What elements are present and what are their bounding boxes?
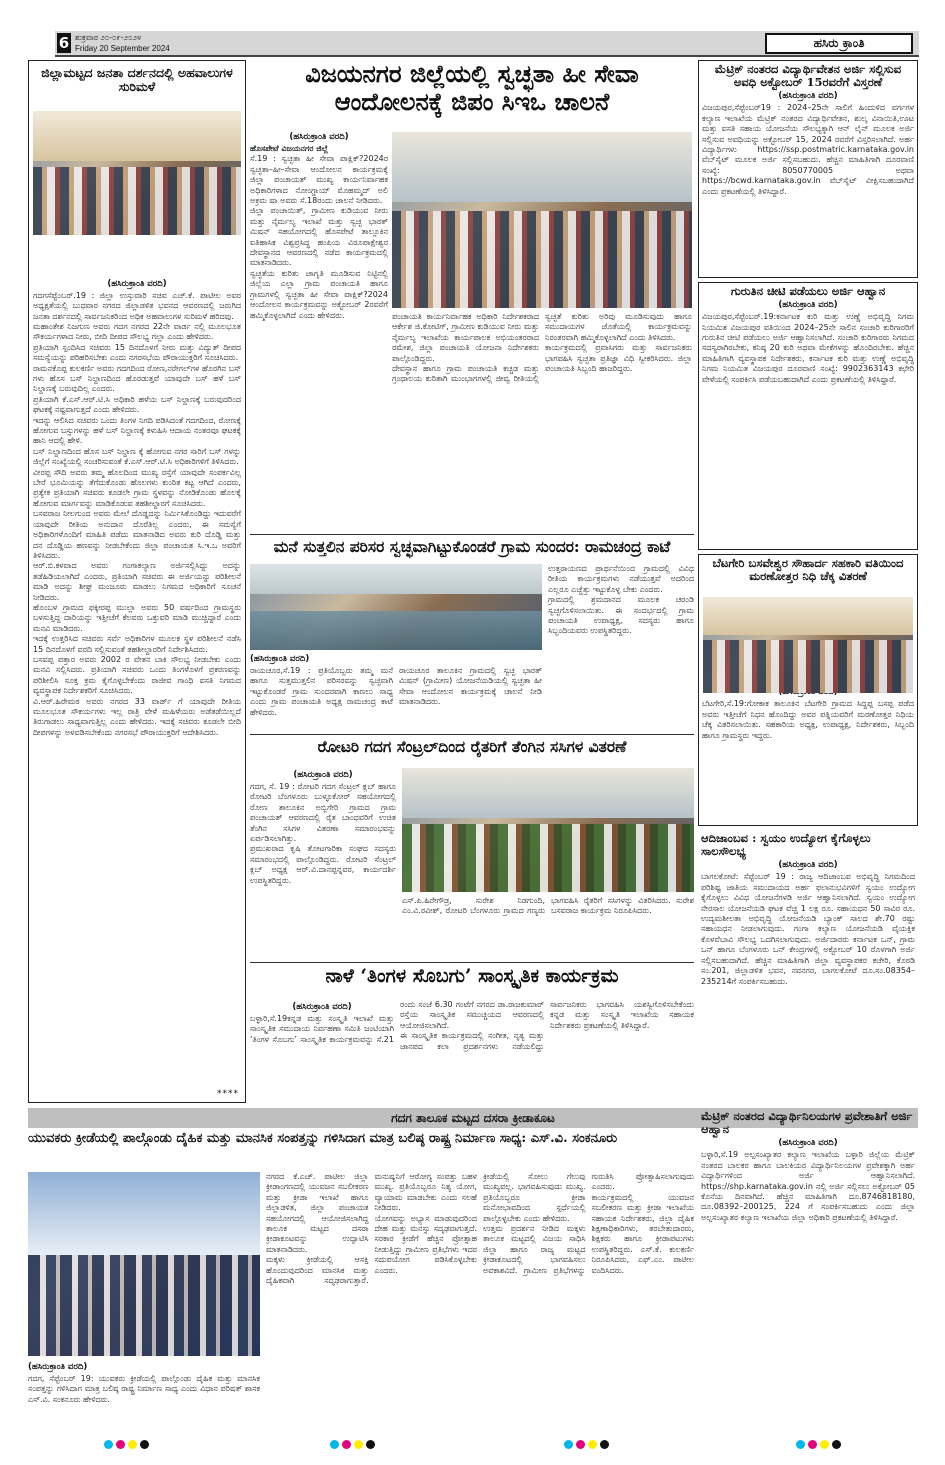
yellow-dot-icon <box>354 1440 363 1449</box>
sports-story-photo <box>28 1172 260 1356</box>
paragraph: ಗದಗಸೆಪ್ಟೆಂಬರ್.19 : ಜಿಲ್ಲಾ ಉಸ್ತುವಾರಿ ಸಚಿವ ಎಚ್.ಕೆ. ಪಾಟೀಲ ಅವರ ಅಧ್ಯಕ್ಷತೆಯಲ್ಲಿ ಬುಧವಾರ ನಗರದ ಜಿಲ್ಲಾಡಳಿತ ಭವನದ ಆವರಣದಲ್ಲಿ ಜರುಗಿದ ಜನತಾ ದರ್ಶನದಲ್ಲಿ ಸಾರ್ವಜನಿಕರಿಂದ ಅಧಿಕ ಅಹವಾಲುಗಳ ಸುರಿಮಳೆ ಹರಿದವು. <box>33 290 241 321</box>
page-number: 6 <box>58 34 70 52</box>
village-story-photo <box>250 564 542 650</box>
right-column <box>698 60 918 1103</box>
paragraph: ಪ್ರತಿಯಾಗಿ ಸ್ಪಂದಿಸಿದ ಸಚಿವರು 15 ದಿನದೊಳಗೆ ನೀರು ಮತ್ತು ವಿದ್ಯುತ್ ದೀಪದ ಸಮಸ್ಯೆಯನ್ನು ಪರಿಹರಿಸಬೇಕು ಎಂದು ನಗರಸಭೆಯ ಪೌರಾಯುಕ್ತರಿಗೆ ಸೂಚಿಸಿದರು. <box>33 342 241 363</box>
notice-scholarship-dateline: (ಹಸಿರುಕ್ರಾಂತಿ ವರದಿ) <box>778 91 838 102</box>
left-story-dateline: (ಹಸಿರುಕ್ರಾಂತಿ ವರದಿ) <box>107 278 167 289</box>
village-story-dateline: (ಹಸಿರುಕ್ರಾಂತಿ ವರದಿ) <box>250 654 310 664</box>
notice-hostel-body: ಬಳ್ಳಾರಿ,ಸೆ.19 ಅಲ್ಪಸಂಖ್ಯಾತರ ಕಲ್ಯಾಣ ಇಲಾಖೆಯ ಬಳ್ಳಾರಿ ಜಿಲ್ಲೆಯ ಮೆಟ್ರಿಕ್ ನಂತರದ ಬಾಲಕರ ಹಾಗೂ ಬಾಲಕಿಯರ ವಿದ್ಯಾರ್ಥಿನಿಲಯಗಳ ಪ್ರವೇಶಕ್ಕಾಗಿ ಅರ್ಹ ವಿದ್ಯಾರ್ಥಿಗಳಿಂದ ಅರ್ಜಿ ಆಹ್ವಾನಿಸಲಾಗಿದೆ. https://shp.karnataka.gov.in ನಲ್ಲಿ ಅರ್ಜಿ ಸಲ್ಲಿಸಲು ಅಕ್ಟೋಬರ್ 05 ಕೊನೆಯ ದಿನವಾಗಿದೆ. ಹೆಚ್ಚಿನ ಮಾಹಿತಿಗಾಗಿ ದೂ.8746818180, ದೂ.08392–200125, 224 ಗೆ ಸಂಪರ್ಕಿಸಬಹುದು ಎಂದು ಜಿಲ್ಲಾ ಅಲ್ಪಸಂಖ್ಯಾತರ ಕಲ್ಯಾಣ ಇಲಾಖೆಯ ಜಿಲ್ಲಾ ಅಧಿಕಾರಿ ಪ್ರಕಟಣೆಯಲ್ಲಿ ತಿಳಿಸಿದ್ದಾರೆ. <box>701 1150 915 1222</box>
black-dot-icon <box>600 1440 609 1449</box>
notice-hostel <box>698 1108 918 1438</box>
paragraph: ಯೋಗವನ್ನು ಅಭ್ಯಾಸ ಮಾಡುವುದರಿಂದ ದೇಹ ಮತ್ತು ಮನಸ್ಸು ಸದೃಢವಾಗುತ್ತದೆ. ಸರಕಾರ ಕ್ರೀಡೆಗೆ ಹೆಚ್ಚಿನ ಪ್ರೋತ್ಸಾಹ ನೀಡುತ್ತಿದ್ದು ಗ್ರಾಮೀಣ ಪ್ರತಿಭೆಗಳು ಇದರ ಸದುಪಯೋಗ ಪಡಿಸಿಕೊಳ್ಳಬೇಕು ಎಂದರು. <box>374 1213 477 1275</box>
notice-cooperative-photo <box>703 597 913 693</box>
divider <box>250 734 694 735</box>
culture-story <box>250 966 694 1102</box>
paragraph: ಉತ್ತರಾಯಣದ ಪ್ರಾರ್ಥನೆಯಿಂದ ಗ್ರಾಮದಲ್ಲಿ ವಿವಿಧ ರೀತಿಯ ಕಾರ್ಯಕ್ರಮಗಳು ನಡೆಯುತ್ತವೆ ಅದರಿಂದ ಎಲ್ಲರೂ ಎಚ್ಚೆತ್ತು ಇಟ್ಟುಕೊಳ್ಳ ಬೇಕು ಎಂದರು. <box>548 564 694 594</box>
yellow-dot-icon <box>128 1440 137 1449</box>
left-story-headline: ಜಿಲ್ಲಾಮಟ್ಟದ ಜನತಾ ದರ್ಶನದಲ್ಲಿ ಅಹವಾಲುಗಳ ಸುರಿಮಳೆ <box>41 65 233 95</box>
magenta-dot-icon <box>576 1440 585 1449</box>
magenta-dot-icon <box>342 1440 351 1449</box>
paragraph: ಕಾರ್ಯಕ್ರಮದಲ್ಲಿ ಪ್ರವಾಸಿಗರು ಮತ್ತು ಸಾರ್ವಜನಿಕರು ಭಾಗವಹಿಸಿ ಸ್ವಚ್ಛತಾ ಪ್ರತಿಜ್ಞಾ ವಿಧಿ ಸ್ವೀಕರಿಸಿದರು. ಜಿಲ್ಲಾ ಪಂಚಾಯತಿ ಸಿಬ್ಬಂದಿ ಹಾಜರಿದ್ದರು. <box>545 343 692 374</box>
notice-scholarship-headline: ಮೆಟ್ರಿಕ್ ನಂತರದ ವಿದ್ಯಾರ್ಥಿವೇತನ ಅರ್ಜಿ ಸಲ್ಲಿಸುವ ಅವಧಿ ಅಕ್ಟೋಬರ್ 15ರವರೆಗೆ ವಿಸ್ತರಣೆ <box>714 62 902 90</box>
village-story-headline: ಮನೆ ಸುತ್ತಲಿನ ಪರಿಸರ ಸ್ವಚ್ಛವಾಗಿಟ್ಟುಕೊಂಡರೆ ಗ್ರಾಮ ಸುಂದರ: ರಾಮಚಂದ್ರ ಕಾಟೆ <box>273 538 671 556</box>
notice-hostel-headline: ಮೆಟ್ರಿಕ್ ನಂತರದ ವಿದ್ಯಾರ್ಥಿನಿಲಯಗಳ ಪ್ರವೇಶಾತಿಗೆ ಅರ್ಜಿ ಆಹ್ವಾನ <box>701 1109 913 1137</box>
magenta-dot-icon <box>116 1440 125 1449</box>
rotary-story-body-b <box>402 896 694 917</box>
masthead: ಹಸಿರು ಕ್ರಾಂತಿ <box>765 33 913 54</box>
paragraph: ಕಾರ್ಯಕ್ರಮದಲ್ಲಿ ಯುವಜನ ಸಬಲೀಕರಣ ಮತ್ತು ಕ್ರೀಡಾ ಇಲಾಖೆಯ ಸಹಾಯಕ ನಿರ್ದೇಶಕರು, ಜಿಲ್ಲಾ ದೈಹಿಕ ಶಿಕ್ಷಣಾಧಿಕಾರಿಗಳು, ತರಬೇತುದಾರರು, ಶಿಕ್ಷಕರು ಹಾಗೂ ಕ್ರೀಡಾಪಟುಗಳು ಉಪಸ್ಥಿತರಿದ್ದರು. ಎಸ್.ಕೆ. ಕುಲಕರ್ಣಿ ನಿರೂಪಿಸಿದರು, ಎಫ್.ಎಂ. ಪಾಟೀಲ ವಂದಿಸಿದರು. <box>591 1192 694 1275</box>
notice-cooperative <box>698 554 918 826</box>
notice-id-card-headline: ಗುರುತಿನ ಚೀಟಿ ಪಡೆಯಲು ಅರ್ಜಿ ಆಹ್ವಾನ <box>730 284 886 298</box>
cyan-dot-icon <box>564 1440 573 1449</box>
black-dot-icon <box>140 1440 149 1449</box>
paragraph: ವೀರಪ್ಪ ಸೌದಿ ಅವರು ತಮ್ಮ ಹೊಲದಿಂದ ಮುಖ್ಯ ರಸ್ತೆಗೆ ಯಾವುದೇ ಸಂಪರ್ಕವಿಲ್ಲ ಬೇರೆ ಭೂಮಿಯನ್ನು ತೆಗೆದುಕೊಂಡು ಹೊಲಗಳು ಕುಂಠಿತ ಕಟ್ಟ ಆಗಿದೆ ಎಂದರು, ಪ್ರತ್ಯೇಕ ಪ್ರತಿಯಾಗಿ ಸಚಿವರು ಕೂಡಲೇ ಗ್ರಾಮ ಸ್ಥಳವನ್ನು ನೋಡಿಕೊಂಡು ಹೊಲಕ್ಕೆ ಹೋಗುವ ಮಾರ್ಗವನ್ನು ಮಾಡಿಕೊಡುವ ತಹಶೀಲ್ದಾರಗೆ ಸೂಚಿಸಿದರು. <box>33 467 241 508</box>
notice-id-card-dateline: (ಹಸಿರುಕ್ರಾಂತಿ ವರದಿ) <box>778 300 838 311</box>
paragraph: ಬಸವಪ್ಪ ಪತ್ತಾರ ಅವರು 2002 ರ ವೇತನ ಬಾಕಿ ಸೌಲಭ್ಯ ನೀಡಬೇಕು ಎಂದು ಮನವಿ ಸಲ್ಲಿಸಿದರು. ಪ್ರತಿಯಾಗಿ ಸಚಿವರು ಒಂದು ತಿಂಗಳೊಳಗೆ ಪ್ರಕರಣವನ್ನು ಪರಿಶೀಲಿಸಿ ಸೂಕ್ತ ಕ್ರಮ ಕೈಗೊಳ್ಳಬೇಕೆಂದು ರಾಜೀವ ಗಾಂಧಿ ವಸತಿ ನಿಗಮದ ವ್ಯವಸ್ಥಾಪಕ ನಿರ್ದೇಶಕರಿಗೆ ಸೂಚಿಸಿದರು. <box>33 654 241 696</box>
left-story-photo <box>33 111 241 235</box>
notice-id-card-body: ವಿಜಯಪುರ,ಸೆಪ್ಟೆಂಬರ್.19:ಕರ್ನಾಟಕ ಕುರಿ ಮತ್ತು ಉಣ್ಣೆ ಅಭಿವೃದ್ಧಿ ನಿಗಮ ನಿಯಮಿತ ವಿಜಯಪುರ ವತಿಯಿಂದ 2024–25ನೇ ಸಾಲಿನ ಸಂಚಾರಿ ಕುರಿಗಾರರಿಗೆ ಗುರುತಿನ ಚೀಟಿ ಪಡೆಯಲು ಅರ್ಜಿ ಆಹ್ವಾನಿಸಲಾಗಿದೆ. ಸಂಚಾರಿ ಕುರಿಗಾರರು ನಿಗಮದ ಸದಸ್ಯರಾಗಿರಬೇಕು, ಕನಿಷ್ಠ 20 ಕುರಿ ಅಥವಾ ಮೇಕೆಗಳನ್ನು ಹೊಂದಿರಬೇಕು. ಹೆಚ್ಚಿನ ಮಾಹಿತಿಗಾಗಿ ವ್ಯವಸ್ಥಾಪಕ ನಿರ್ದೇಶಕರು, ಕರ್ನಾಟಕ ಕುರಿ ಮತ್ತು ಉಣ್ಣೆ ಅಭಿವೃದ್ಧಿ ನಿಗಮ ನಿಯಮಿತ ವಿಜಯಪುರ ದೂರವಾಣಿ ಸಂಖ್ಯೆ: 9902363143 ಕಛೇರಿ ವೇಳೆಯಲ್ಲಿ ಸಂಪರ್ಕಿಸಿ ಪಡೆಯಬಹುದಾಗಿದೆ ಎಂದು ಪ್ರಕಟಣೆಯಲ್ಲಿ ತಿಳಿಸಿದ್ದಾರೆ. <box>702 312 914 384</box>
registration-marks-center-left <box>330 1440 375 1450</box>
culture-story-headline: ನಾಳೆ ‘ತಿಂಗಳ ಸೊಬಗು’ ಸಾಂಸ್ಕೃತಿಕ ಕಾರ್ಯಕ್ರಮ <box>325 966 619 987</box>
notice-cooperative-body: ಬೆಟಗೇರಿ,ಸೆ.19:ಗೋಕಾಕ ತಾಲೂಕಿನ ಬೆಟಗೇರಿ ಗ್ರಾಮದ ಸಿದ್ದಪ್ಪ ಬಸಪ್ಪ ಪಡೆದ ಅವರು ಇತ್ತೀಚೆಗೆ ನಿಧನ ಹೊಂದಿದ್ದು ಅವರ ಪತ್ನಿಯವರಿಗೆ ಮರಣೋತ್ತರ ನಿಧಿಯ ಚೆಕ್ಕ ವಿತರಿಸಲಾಯಿತು. ಸಹಕಾರಿಯ ಅಧ್ಯಕ್ಷ, ಉಪಾಧ್ಯಕ್ಷ, ನಿರ್ದೇಶಕರು, ಸಿಬ್ಬಂದಿ ಹಾಗೂ ಗ್ರಾಮಸ್ಥರು ಇದ್ದರು. <box>702 699 914 740</box>
notice-id-card <box>698 282 918 550</box>
sports-photo-caption: (ಹಸಿರುಕ್ರಾಂತಿ ವರದಿ) <box>28 1362 88 1372</box>
page-header <box>55 31 919 57</box>
paragraph: ಎಸ್.ಪಿ.ಹಿರೇಗೌಡ್ರ, ಸುರೇಶ ನಿಡಗುಂದಿ, ಎಂ.ವಿ.ರವೀಶ್, ರೋಟರಿ ಬೆಂಗಳೂರು ಗ್ರಾಮದ ಗಣ್ಯರು ಭಾಗವಹಿಸಿ ರೈತರಿಗೆ ಸಸಿಗಳನ್ನು ವಿತರಿಸಿದರು. ಸುರೇಶ ಬಸವರಾಜ ಕಾರ್ಯಕ್ರಮ ನಿರೂಪಿಸಿದರು. <box>402 896 694 916</box>
paragraph: ಹೊಂಬಳ ಗ್ರಾಮದ ಫಕ್ಕೀರಪ್ಪ ಮುಲ್ಲಾ ಅವರು 50 ವರ್ಷದಿಂದ ಗ್ರಾಮಸ್ಥರು ಬಳಸುತ್ತಿದ್ದ ದಾರಿಯನ್ನು ಇತ್ತೀಚೆಗೆ ಕೆಲವರು ಒತ್ತುವರಿ ಮಾಡಿ ಮುಚ್ಚಿದ್ದಾರೆ ಎಂದು ಮನವಿ ಮಾಡಿದರು. <box>33 602 241 633</box>
paragraph: ಮಹಾಂತೇಶ ನಿಜಗುಣ ಅವರು ಗದಗ ನಗರದ 22ನೇ ವಾರ್ಡ ನಲ್ಲಿ ಮೂಲಭೂತ ಸೌಕರ್ಯಗಳಾದ ನೀರು, ಬೀದಿ ದೀಪದ ಸೌಲಭ್ಯ ಗಲ್ಲಾ ಎಂದು ಹೇಳಿದರು. <box>33 321 241 342</box>
paragraph: ಸೆ.19 : ಸ್ವಚ್ಛತಾ ಹೀ ಸೇವಾ ಪಾಕ್ಷಿಕ್?2024ರ ಸ್ವಚ್ಛತಾ–ಹೀ–ಸೇವಾ ಆಂದೋಲನ ಕಾರ್ಯಕ್ರಮಕ್ಕೆ ಜಿಲ್ಲಾ ಪಂಚಾಯತ್ ಮುಖ್ಯ ಕಾರ್ಯನಿರ್ವಾಹಕ ಅಧಿಕಾರಿಗಳಾದ ನೋಂಗ್ಜಾಯ್ ಮೊಹಮ್ಮದ್ ಅಲಿ ಅಕ್ರಮ ಷಾ ಅವರು ಸೆ.18ರಂದು ಚಾಲನೆ ನೀಡಿದರು. <box>250 154 388 206</box>
notice-loan-headline: ಆದಿಜಾಂಬವ : ಸ್ವಯಂ ಉದ್ಯೋಗ ಕೈಗೊಳ್ಳಲು ಸಾಲಸೌಲಭ್ಯ <box>701 831 871 859</box>
paragraph: ರಾಯಚೂರ,ಸೆ.19 : ಪ್ರತಿಯೊಬ್ಬರು ತಮ್ಮ ಮನೆ ಹಾಗೂ ಸುತ್ತಮುತ್ತಲಿನ ಪರಿಸರವನ್ನು ಸ್ವಚ್ಛವಾಗಿ ಇಟ್ಟುಕೊಂಡರೆ ಗ್ರಾಮ ಸುಂದರವಾಗಿ ಕಾಣಲು ಸಾಧ್ಯ ಎಂದು ಗ್ರಾಮ ಪಂಚಾಯತಿ ಅಧ್ಯಕ್ಷ ರಾಮಚಂದ್ರ ಕಾಟೆ ಹೇಳಿದರು. <box>250 666 393 717</box>
sports-story-body-b <box>266 1172 694 1286</box>
page-date <box>75 32 170 54</box>
cyan-dot-icon <box>104 1440 113 1449</box>
paragraph: ಬಸವರಾಜ ನೀಲಗುಂದ ಅವರು ಮೇಲೆ ದೊಡ್ಡದನ್ನು ನಿರ್ಮಿಸಿಕೊಂಡಿದ್ದು ಇದುವರೆಗೆ ಯಾವುದೇ ರೀತಿಯ ಅನುದಾನ ದೊರೆತಿಲ್ಲ ಎಂದರು, ಈ ಸಮಸ್ಯೆಗೆ ಅಧಿಕಾರಿಗಳೊಂದಿಗೆ ಮಾಹಿತಿ ಪಡೆದು ಮಾತನಾಡಿದ ಅವರು ಕುರಿ ದೊಡ್ಡಿ ಮತ್ತು ದನ ದೊಡ್ಡಿಯ ಹಣವನ್ನು ನೀಡಬೇಕೆಂದು ಜಿಲ್ಲಾ ಪಂಚಾಯತ ಸಿ.ಇ.ಒ ಅವರಿಗೆ ತಿಳಿಸಿದರು. <box>33 509 241 560</box>
paragraph: ಪ್ರಮುಖರಾದ ಕೃಷಿ ತೋಟಗಾರಿಕಾ ಸಂಘದ ಸದಸ್ಯರು ಸಮಾರಂಭದಲ್ಲಿ ಪಾಲ್ಗೊಂಡಿದ್ದರು. ರೋಟರಿ ಸೆಂಟ್ರಲ್ ಕ್ಲಬ್ ಅಧ್ಯಕ್ಷ ಆರ್.ವಿ.ದಾನಪ್ಪನ್ನವರ, ಕಾರ್ಯದರ್ಶಿ ಉಪಸ್ಥಿತರಿದ್ದರು. <box>250 844 396 885</box>
sports-story-headline: ಯುವಕರು ಕ್ರೀಡೆಯಲ್ಲಿ ಪಾಲ್ಗೊಂಡು ದೈಹಿಕ ಮತ್ತು ಮಾನಸಿಕ ಸಂಪತ್ತನ್ನು ಗಳಿಸಿದಾಗ ಮಾತ್ರ ಬಲಿಷ್ಠ ರಾಷ್ಟ್ರ ನಿರ್ಮಾಣ ಸಾಧ್ಯ: ಎಸ್.ವಿ. ಸಂಕನೂರು <box>28 1132 618 1146</box>
rotary-story-dateline: (ಹಸಿರುಕ್ರಾಂತಿ ವರದಿ) <box>293 770 353 780</box>
paragraph: ಜಿಲ್ಲಾ ಪಂಚಾಯಿತ್, ಗ್ರಾಮೀಣ ಕುಡಿಯುವ ನೀರು ಮತ್ತು ನೈರ್ಮಲ್ಯ ಇಲಾಖೆ ಮತ್ತು ಸ್ವಚ್ಛ ಭಾರತ್ ಮಿಷನ್ ಸಹಯೋಗದಲ್ಲಿ ಹೊಸಪೇಟೆ ತಾಲ್ಲೂಕಿನ ಐತಿಹಾಸಿಕ ವಿಶ್ವಪ್ರಸಿದ್ಧ ಹಂಪಿಯ ವಿರೂಪಾಕ್ಷೇಶ್ವರ ದೇವಸ್ಥಾನದ ಆವರಣದಲ್ಲಿ ನಡೆದ ಕಾರ್ಯಕ್ರಮದಲ್ಲಿ ಮಾತನಾಡಿದರು. <box>250 206 388 268</box>
paragraph: ಗದಗ, ಸೆ. 19 : ರೋಟರಿ ಗದಗ ಸೆಂಟ್ರಲ್ ಕ್ಲಬ್ ಹಾಗೂ ರೋಟರಿ ಬೆಂಗಳೂರು ಬುಳ್ಳೂಕೋರ್ ಸಹಯೋಗದಲ್ಲಿ ರೋಣ ತಾಲೂಕಿನ ಅಬ್ಬಿಗೇರಿ ಗ್ರಾಮದ ಗ್ರಾಮ ಪಂಚಾಯತ್ ಆವರಣದಲ್ಲಿ ರೈತ ಬಾಂಧವರಿಗೆ ಉಚಿತ ತೆಂಗಿನ ಸಸಿಗಳ ವಿತರಣಾ ಸಮಾರಂಭವನ್ನು ಏರ್ಪಡಿಸಲಾಗಿತ್ತು. <box>250 782 396 844</box>
sports-story-body-a: ಗದಗ, ಸೆಪ್ಟೆಂಬರ್ 19: ಯುವಕರು ಕ್ರೀಡೆಯಲ್ಲಿ ಪಾಲ್ಗೊಂಡು ದೈಹಿಕ ಮತ್ತು ಮಾನಸಿಕ ಸಂಪತ್ತನ್ನು ಗಳಿಸಿದಾಗ ಮಾತ್ರ ಬಲಿಷ್ಠ ರಾಷ್ಟ್ರ ನಿರ್ಮಾಣ ಸಾಧ್ಯ ಎಂದು ವಿಧಾನ ಪರಿಷತ್ ಶಾಸಕ ಎಸ್.ವಿ. ಸಂಕನೂರು ಹೇಳಿದರು. <box>28 1374 260 1404</box>
notice-loan-body: ಬಾಗಲಕೋಟೆ: ಸೆಪ್ಟೆಂಬರ್ 19 : ರಾಜ್ಯ ಆದಿಜಾಂಬವ ಅಭಿವೃದ್ಧಿ ನಿಗಮದಿಂದ ಪರಿಶಿಷ್ಟ ಜಾತಿಯ ಸಮುದಾಯದ ಅರ್ಹ ಫಲಾನುಭವಿಗಳಿಗೆ ಸ್ವಯಂ ಉದ್ಯೋಗ ಕೈಗೊಳ್ಳಲು ವಿವಿಧ ಯೋಜನೆಗಳಡಿ ಅರ್ಜಿ ಆಹ್ವಾನಿಸಲಾಗಿದೆ. ಸ್ವಯಂ ಉದ್ಯೋಗ ನೇರಸಾಲ ಯೋಜನೆಯಡಿ ಘಟಕ ವೆಚ್ಚ 1 ಲಕ್ಷ ರೂ. ಸಹಾಯಧನ 50 ಸಾವಿರ ರೂ. ಉದ್ಯಮಶೀಲತಾ ಅಭಿವೃದ್ಧಿ ಯೋಜನೆಯಡಿ ಬ್ಯಾಂಕ್ ಸಾಲದ ಶೇ.70 ರಷ್ಟು ಸಹಾಯಧನ ನೀಡಲಾಗುವುದು. ಗಂಗಾ ಕಲ್ಯಾಣ ಯೋಜನೆಯಡಿ ವೈಯಕ್ತಿಕ ಕೊಳವೆಬಾವಿ ಸೌಲಭ್ಯ ಒದಗಿಸಲಾಗುವುದು. ಅರ್ಜಿದಾರರು ಕರ್ನಾಟಕ ಒನ್, ಗ್ರಾಮ ಒನ್ ಹಾಗೂ ಬೆಂಗಳೂರು ಒನ್ ಕೇಂದ್ರಗಳಲ್ಲಿ ಅಕ್ಟೋಬರ್ 10 ರೊಳಗಾಗಿ ಅರ್ಜಿ ಸಲ್ಲಿಸಬಹುದಾಗಿದೆ. ಹೆಚ್ಚಿನ ಮಾಹಿತಿಗಾಗಿ ಜಿಲ್ಲಾ ವ್ಯವಸ್ಥಾಪಕರ ಕಚೇರಿ, ಕೊಠಡಿ ಸಂ.201, ಜಿಲ್ಲಾಡಳಿತ ಭವನ, ನವನಗರ, ಬಾಗಲಕೋಟೆ ದೂ.ಸಂ.08354–235214ಗೆ ಸಂಪರ್ಕಿಸಬಹುದು. <box>701 872 915 986</box>
divider <box>250 534 694 535</box>
rotary-story-headline: ರೋಟರಿ ಗದಗ ಸೆಂಟ್ರಲ್‌ದಿಂದ ರೈತರಿಗೆ ತೆಂಗಿನ ಸಸಿಗಳ ವಿತರಣೆ <box>317 738 627 756</box>
paragraph: ಬಸ್ ನಿಲ್ದಾಣದಿಂದ ಹೊಸ ಬಸ್ ನಿಲ್ದಾಣ ಕ್ಕೆ ಹೋಗುವ ನಗರ ಸಾರಿಗೆ ಬಸ್ ಗಳನ್ನು ಜಿಲ್ಲೆಗೆ ಸಂಖ್ಯೆಯಲ್ಲಿ ಸಂಚರಿಸುವಂತೆ ಕೆ.ಎಸ್.ಆರ್.ಟಿ.ಸಿ ಅಧಿಕಾರಿಗಳಿಗೆ ತಿಳಿಸಿದರು. <box>33 446 241 467</box>
registration-marks-left <box>104 1440 149 1450</box>
rotary-story <box>250 738 694 960</box>
paragraph: ಪಂಚಾಯತಿ ಕಾರ್ಯನಿರ್ವಾಹಕ ಅಧಿಕಾರಿ ನಿರ್ದೇಶಕರಾದ ಆರ್ಕೇಶ ಜಿ.ಕೋಟಿಗ್, ಗ್ರಾಮೀಣ ಕುಡಿಯುವ ನೀರು ಮತ್ತು ನೈರ್ಮಲ್ಯ ಇಲಾಖೆಯ ಕಾರ್ಯಪಾಲಕ ಅಭಿಯಂತರರಾದ ರಮೇಶ, ಜಿಲ್ಲಾ ಪಂಚಾಯತಿ ಯೋಜನಾ ನಿರ್ದೇಶಕರು ಪಾಲ್ಗೊಂಡಿದ್ದರು. <box>392 312 539 363</box>
dateline-place: ಹೊಸಪೇಟೆ ವಿಜಯನಗರ ಜಿಲ್ಲೆ <box>250 144 329 153</box>
paragraph: ಈ ಸಾಂಸ್ಕೃತಿಕ ಕಾರ್ಯಕ್ರಮದಲ್ಲಿ ಸಂಗೀತ, ನೃತ್ಯ ಮತ್ತು ಜಾನಪದ ಕಲಾ ಪ್ರದರ್ಶನಗಳು ನಡೆಯಲಿದ್ದು ಸಾರ್ವಜನಿಕರು ಭಾಗವಹಿಸಿ ಯಶಸ್ವಿಗೊಳಿಸಬೇಕೆಂದು ಕನ್ನಡ ಮತ್ತು ಸಂಸ್ಕೃತಿ ಇಲಾಖೆಯ ಸಹಾಯಕ ನಿರ್ದೇಶಕರು ಪ್ರಕಟಣೆಯಲ್ಲಿ ತಿಳಿಸಿದ್ದಾರೆ. <box>400 1000 694 1051</box>
paragraph: ರಾಮನಕೊಪ್ಪ ಕುಲಕರ್ಣಿ ಅವರು ಗದಗದಿಂದ ರೋಣ,ನರೇಗಲ್‌ಗಳ ಹೊರಗಿನ ಬಸ್ ಗಳು ಹೊಸ ಬಸ್ ನಿಲ್ದಾಣದಿಂದ ಹೊರಡುತ್ತವೆ ಯಾವುದೇ ಬಸ್ ಹಳೆ ಬಸ್ ನಿಲ್ದಾಣಕ್ಕೆ ಬರುವುದಿಲ್ಲ ಎಂದರು. <box>33 363 241 394</box>
paragraph: ವಿ.ಆರ್.ಹಿರೇಮಠ ಅವರು ನಗರದ 33 ವಾರ್ಡ್ ಗೆ ಯಾವುದೇ ರೀತಿಯ ಮೂಲಭೂತ ಸೌಕರ್ಯಗಳು ಇಲ್ಲ ರಾತ್ರಿ ವೇಳೆ ಮಹಿಳೆಯರು ಅಡೆತಡೆಯಿಲ್ಲದೆ ತಿರುಗಾಡಲು ಸಾಧ್ಯವಾಗುತ್ತಿಲ್ಲ ಎಂದು ಹೇಳಿದರು. ಇದಕ್ಕೆ ಸಚಿವರು ಕೂಡಲೇ ಬೀದಿ ದೀಪಗಳನ್ನು ಅಳವಡಿಸಬೇಕೆಂದು ನಗರಸಭೆ ಪೌರಾಯುಕ್ತರಿಗೆ ಆದೇಶಿಸಿದರು. <box>33 696 241 737</box>
main-story-body-b <box>392 312 692 385</box>
main-story <box>250 60 694 532</box>
yellow-dot-icon <box>820 1440 829 1449</box>
notice-cooperative-headline: ಬೆಟಗೇರಿ ಬಸವೇಶ್ವರ ಸೌಹಾರ್ದ ಸಹಕಾರಿ ವತಿಯಿಂದ ಮರಣೋತ್ತರ ನಿಧಿ ಚೆಕ್ಕ ವಿತರಣೆ <box>712 556 904 584</box>
paragraph: ಮಕ್ಕಳು ಕ್ರೀಡೆಯಲ್ಲಿ ಆಸಕ್ತಿ ಹೊಂದುವುದರಿಂದ ಮಾನಸಿಕ ಮತ್ತು ದೈಹಿಕವಾಗಿ ಸದೃಢರಾಗುತ್ತಾರೆ. ಮನುಷ್ಯನಿಗೆ ಆರೋಗ್ಯ ಸಂಪತ್ತು ಬಹಳ ಮುಖ್ಯ. ಪ್ರತಿಯೊಬ್ಬರೂ ನಿತ್ಯ ಯೋಗ, ವ್ಯಾಯಾಮ ಮಾಡಬೇಕು ಎಂದು ಸಲಹೆ ನೀಡಿದರು. <box>266 1172 477 1286</box>
village-story-body-a <box>250 666 542 718</box>
cyan-dot-icon <box>796 1440 805 1449</box>
yellow-dot-icon <box>588 1440 597 1449</box>
main-story-dateline: (ಹಸಿರುಕ್ರಾಂತಿ ವರದಿ) <box>289 132 349 142</box>
black-dot-icon <box>366 1440 375 1449</box>
paragraph: ಕ್ರೀಡೆಯಲ್ಲಿ ಸೋಲು ಗೆಲುವು ಮುಖ್ಯವಲ್ಲ. ಭಾಗವಹಿಸುವುದು ಮುಖ್ಯ. ಪ್ರತಿಯೊಬ್ಬರೂ ಕ್ರೀಡಾ ಮನೋಭಾವದಿಂದ ಸ್ಪರ್ಧೆಯಲ್ಲಿ ಪಾಲ್ಗೊಳ್ಳಬೇಕು ಎಂದು ಹೇಳಿದರು. <box>483 1172 586 1223</box>
date-english: Friday 20 September 2024 <box>75 44 170 53</box>
rotary-story-photo <box>402 768 694 892</box>
divider <box>250 962 694 963</box>
cyan-dot-icon <box>330 1440 339 1449</box>
main-story-headline: ವಿಜಯನಗರ ಜಿಲ್ಲೆಯಲ್ಲಿ ಸ್ವಚ್ಛತಾ ಹೀ ಸೇವಾ ಆಂದೋಲನಕ್ಕೆ ಜಿಪಂ ಸಿಇಒ ಚಾಲನೆ <box>305 60 639 116</box>
left-story-body <box>33 291 241 738</box>
paragraph: ಇದನ್ನು ಆಲಿಸಿದ ಸಚಿವರು ಒಂದು ತಿಂಗಳ ನಿಗದಿ ಪಡಿಸಿದಂತೆ ಗದಗದಿಂದ, ರೋಣಕ್ಕೆ ಹೋಗುವ ಬಸ್ಸುಗಳನ್ನು ಹಳೆ ಬಸ್ ನಿಲ್ದಾಣಕ್ಕೆ ಕಳುಹಿಸಿ ಆದಾಯ ನಂತರವೂ ಘಟಕಕ್ಕೆ ಹಾನಿ ಆದಲ್ಲಿ ಹೇಳಿ. <box>33 415 242 446</box>
date-kannada: ಶುಕ್ರವಾರ ೨೦-೦೯-೨೦೨೪ <box>75 33 142 42</box>
main-story-photo <box>392 132 692 308</box>
notice-scholarship-body: ವಿಜಯಪುರ,ಸೆಪ್ಟೆಂಬರ್19 : 2024–25ನೇ ಸಾಲಿಗೆ ಹಿಂದುಳಿದ ವರ್ಗಗಳ ಕಲ್ಯಾಣ ಇಲಾಖೆಯ ಮೆಟ್ರಿಕ್ ನಂತರದ ವಿದ್ಯಾರ್ಥಿವೇತನ, ಶುಲ್ಕ ವಿನಾಯಿತಿ,ಊಟ ಮತ್ತು ವಸತಿ ಸಹಾಯ ಯೋಜನೆಯ ಸೌಲಭ್ಯಕ್ಕಾಗಿ ಆನ್ ಲೈನ್ ಮೂಲಕ ಅರ್ಜಿ ಸಲ್ಲಿಸುವ ಅವಧಿಯನ್ನು ಅಕ್ಟೋಬರ್ 15, 2024 ರವರೆಗೆ ವಿಸ್ತರಿಸಲಾಗಿದೆ. ಅರ್ಹ ವಿದ್ಯಾರ್ಥಿಗಳು https://ssp.postmatric.karnataka.gov.in ವೆಬ್‌ಸೈಟ್ ಮೂಲಕ ಅರ್ಜಿ ಸಲ್ಲಿಸಬಹುದು. ಹೆಚ್ಚಿನ ಮಾಹಿತಿಗಾಗಿ ದೂರವಾಣಿ ಸಂಖ್ಯೆ: 8050770005 ಅಥವಾ https://bcwd.karnataka.gov.in ವೆಬ್‌ಸೈಟ್ ವೀಕ್ಷಿಸಬಹುದಾಗಿದೆ ಎಂದು ಪ್ರಕಟಣೆಯಲ್ಲಿ ತಿಳಿಸಿದ್ದಾರೆ. <box>702 103 914 196</box>
sports-story <box>28 1132 694 1438</box>
notice-scholarship <box>698 60 918 278</box>
sports-banner: ಗದಗ ತಾಲೂಕ ಮಟ್ಟದ ದಸರಾ ಕ್ರೀಡಾಕೂಟ <box>28 1108 918 1128</box>
main-story-body-a <box>250 144 388 321</box>
paragraph: ಆರ್.ಬಿ.ಕಳವಾದ ಅವರು ಗಂಗಾಕಲ್ಯಾಣ ಅರ್ಜಿಸಲ್ಲಿಸಿದ್ದು ಅದನ್ನು ತಡೆಹಿಡಿಯಲಾಗಿದೆ ಎಂದರು, ಪ್ರತಿಯಾಗಿ ಸಚಿವರು ಈ ಅರ್ಜಿಯನ್ನು ಪರಿಶೀಲನೆ ಮಾಡಿ ಅದನ್ನು ಶೀಘ್ರ ಮಂಜೂರು ಮಾಡಲು ನಿಗಮದ ಅಧಿಕಾರಿಗೆ ಸೂಚನೆ ನೀಡಿದರು. <box>33 561 241 602</box>
end-mark: **** <box>217 1089 239 1099</box>
registration-marks-right <box>796 1440 841 1450</box>
left-story <box>28 60 246 1103</box>
paragraph: ದೇವಸ್ಥಾನ ಹಾಗೂ ಗ್ರಾಮ ಪಂಚಾಯತಿ ಕಚ್ಚಡ ಮತ್ತು ಗ್ರಂಥಾಲಯ ಕುರಿತಾಗಿ ಮುಂಭಾಗಗಳಲ್ಲಿ ಜೀವ್ವ ರೀತಿಯಲ್ಲಿ ಸ್ವಚ್ಛತೆ ಕುರಿತು ಅರಿವು ಮೂಡಿಸುವುದು ಹಾಗೂ ಸಮುದಾಯಗಳ ಜೊತೆಯಲ್ಲಿ ಕಾರ್ಯಕ್ರಮವನ್ನು ನಿರಂತರವಾಗಿ ಹಮ್ಮಿಕೊಳ್ಳಲಾಗಿದೆ ಎಂದು ತಿಳಿಸಿದರು. <box>392 312 692 384</box>
paragraph: ಸ್ವಚ್ಛತೆಯ ಕುರಿತು ಜಾಗೃತಿ ಮೂಡಿಸುವ ನಿಟ್ಟಿನಲ್ಲಿ ಜಿಲ್ಲೆಯ ಎಲ್ಲಾ ಗ್ರಾಮ ಪಂಚಾಯತಿ ಹಾಗೂ ಗ್ರಾಮಗಳಲ್ಲಿ ಸ್ವಚ್ಛತಾ ಹೀ ಸೇವಾ ಪಾಕ್ಷಿಕ್?2024 ಆಂದೋಲನ ಕಾರ್ಯಕ್ರಮವನ್ನು ಅಕ್ಟೋಬರ್ 2ರವರೆಗೆ ಹಮ್ಮಿಕೊಳ್ಳಲಾಗಿದೆ ಎಂದು ಹೇಳಿದರು. <box>250 268 388 320</box>
paragraph: ಗ್ರಾಮದಲ್ಲಿ ಶ್ರಮದಾನದ ಮೂಲಕ ಚರಂಡಿ ಸ್ವಚ್ಛಗೊಳಿಸಲಾಯಿತು. ಈ ಸಂದರ್ಭದಲ್ಲಿ ಗ್ರಾಮ ಪಂಚಾಯತಿ ಉಪಾಧ್ಯಕ್ಷ, ಸದಸ್ಯರು ಹಾಗೂ ಸಿಬ್ಬಂದಿಯವರು ಉಪಸ್ಥಿತರಿದ್ದರು. <box>548 595 694 636</box>
notice-hostel-dateline: (ಹಸಿರುಕ್ರಾಂತಿ ವರದಿ) <box>778 1138 838 1149</box>
culture-story-dateline: (ಹಸಿರುಕ್ರಾಂತಿ ವರದಿ) <box>292 1002 352 1012</box>
notice-loan-dateline: (ಹಸಿರುಕ್ರಾಂತಿ ವರದಿ) <box>778 860 838 871</box>
paragraph: ಇದಕ್ಕೆ ಉತ್ತರಿಸಿದ ಸಚಿವರು ಸರ್ವೆ ಅಧಿಕಾರಿಗಳ ಮೂಲಕ ಸ್ಥಳ ಪರಿಶೀಲನೆ ನಡೆಸಿ 15 ದಿನದೊಳಗೆ ವರದಿ ಸಲ್ಲಿಸುವಂತೆ ತಹಶೀಲ್ದಾರರಿಗೆ ನಿರ್ದೇಶಿಸಿದರು. <box>33 634 241 654</box>
paragraph: ರಾಯಚೂರ ತಾಲೂಕಿನ ಗ್ರಾಮದಲ್ಲಿ ಸ್ವಚ್ಛ ಭಾರತ್ ಮಿಷನ್ (ಗ್ರಾಮೀಣ) ಯೋಜನೆಯಡಿಯಲ್ಲಿ ಸ್ವಚ್ಛತಾ ಹೀ ಸೇವಾ ಆಂದೋಲನ ಕಾರ್ಯಕ್ರಮಕ್ಕೆ ಚಾಲನೆ ನೀಡಿ ಮಾತನಾಡಿದರು. <box>399 666 542 707</box>
registration-marks-center-right <box>564 1440 609 1450</box>
paragraph: ಪ್ರತಿಯಾಗಿ ಕೆ.ಎಸ್.ಆರ್.ಟಿ.ಸಿ ಅಧಿಕಾರಿ ಹಳೆಯ ಬಸ್ ನಿಲ್ದಾಣಕ್ಕೆ ಬರುವುದರಿಂದ ಘಟಕಕ್ಕೆ ನಷ್ಟವಾಗುತ್ತದೆ ಎಂದು ಹೇಳಿದರು. <box>33 394 241 415</box>
village-story-body-b <box>548 564 694 637</box>
black-dot-icon <box>832 1440 841 1449</box>
village-story <box>250 538 694 732</box>
paragraph: ಉತ್ತಮ ಪ್ರದರ್ಶನ ನೀಡಿದ ಮಕ್ಕಳು ತಾಲೂಕ ಮಟ್ಟದಲ್ಲಿ ವಿಜಯ ಸಾಧಿಸಿ ಜಿಲ್ಲಾ ಹಾಗೂ ರಾಜ್ಯ ಮಟ್ಟದ ಕ್ರೀಡಾಕೂಟದಲ್ಲಿ ಭಾಗವಹಿಸಲು ಅವಕಾಶವಿದೆ. ಗ್ರಾಮೀಣ ಪ್ರತಿಭೆಗಳನ್ನು ಗುರುತಿಸಿ ಪ್ರೋತ್ಸಾಹಿಸಲಾಗುವುದು ಎಂದರು. <box>483 1172 694 1275</box>
magenta-dot-icon <box>808 1440 817 1449</box>
paragraph: ಬಳ್ಳಾರಿ,ಸೆ.19ಕನ್ನಡ ಮತ್ತು ಸಂಸ್ಕೃತಿ ಇಲಾಖೆ ಮತ್ತು ಸಾಂಸ್ಕೃತಿಕ ಸಮುದಾಯ ನಿರ್ವಹಣಾ ಸಮಿತಿ ಜಂಟಿಯಾಗಿ ‘ತಿಂಗಳ ಸೊಬಗು’ ಸಾಂಸ್ಕೃತಿಕ ಕಾರ್ಯಕ್ರಮವನ್ನು ಸೆ.21 ರಂದು ಸಂಜೆ 6.30 ಗಂಟೆಗೆ ನಗರದ ಡಾ.ರಾಜಕುಮಾರ್ ರಸ್ತೆಯ ಸಾಂಸ್ಕೃತಿಕ ಸಮುಚ್ಚಯದ ಆವರಣದಲ್ಲಿ ಆಯೋಜಿಸಲಾಗಿದೆ. <box>250 1000 544 1044</box>
rotary-story-body-a <box>250 782 396 886</box>
notice-loan <box>698 830 918 1103</box>
paragraph: ನಗರದ ಕೆ.ಎಚ್. ಪಾಟೀಲ ಜಿಲ್ಲಾ ಕ್ರೀಡಾಂಗಣದಲ್ಲಿ ಯುವಜನ ಸಬಲೀಕರಣ ಮತ್ತು ಕ್ರೀಡಾ ಇಲಾಖೆ ಹಾಗೂ ಜಿಲ್ಲಾಡಳಿತ, ಜಿಲ್ಲಾ ಪಂಚಾಯತ ಸಹಯೋಗದಲ್ಲಿ ಆಯೋಜಿಸಲಾಗಿದ್ದ ತಾಲೂಕ ಮಟ್ಟದ ದಸರಾ ಕ್ರೀಡಾಕೂಟವನ್ನು ಉದ್ಘಾಟಿಸಿ ಮಾತನಾಡಿದರು. <box>266 1172 369 1254</box>
